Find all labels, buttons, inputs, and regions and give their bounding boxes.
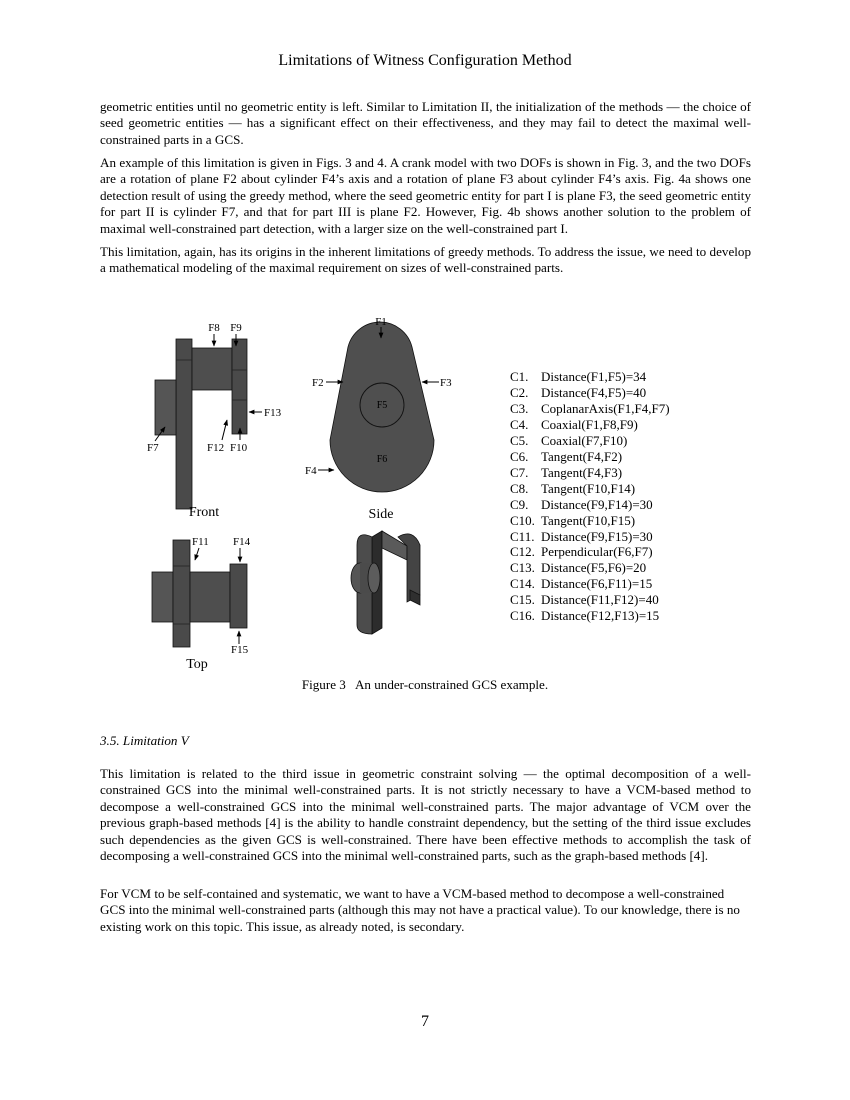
figure-caption: Figure 3 An under-constrained GCS example. xyxy=(301,677,549,692)
constraint-item: C8. Tangent(F10,F14) xyxy=(510,480,636,496)
constraint-item: C16. Distance(F12,F13)=15 xyxy=(510,608,660,624)
top-view xyxy=(152,540,247,647)
page-header: Limitations of Witness Configuration Method xyxy=(278,52,572,69)
constraint-item: C6. Tangent(F4,F2) xyxy=(510,448,623,464)
label-f10: F10 xyxy=(230,442,248,454)
constraint-item: C2. Distance(F4,F5)=40 xyxy=(510,384,647,400)
figure-3-drawing xyxy=(0,300,510,680)
label-f13: F13 xyxy=(264,407,282,419)
constraint-item: C9. Distance(F9,F14)=30 xyxy=(510,496,653,512)
constraint-item: C11. Distance(F9,F15)=30 xyxy=(510,528,653,544)
constraint-item: C15. Distance(F11,F12)=40 xyxy=(510,592,659,608)
label-f2: F2 xyxy=(312,377,324,389)
label-f5: F5 xyxy=(376,400,388,411)
label-f1: F1 xyxy=(375,316,387,328)
section-paragraph-1: This limitation is related to the third issue in geometric constraint solving — the optimal decomposition of a well-constrained GCS into the minimal well-constrained parts. It is not strictly necessary to have a VCM-based method to decompose a well-constrained GCS into the minimal well-constrained parts. The major advantage of VCM over the previous graph-based methods [4] is the ability to handle constraint dependency, but the setting of the third issue excludes such dependencies as the given GCS is well-constrained. There have been effective methods to accomplish the task of decomposing a well-constrained GCS into the minimal well-constrained parts, such as the graph-based methods [4]. xyxy=(100,766,751,864)
section-paragraph-2: For VCM to be self-contained and systematic, we want to have a VCM-based method to decompose a well-constrained GCS into the minimal well-constrained parts (although this may not have a practical value). To our knowledge, there is no existing work on this topic. This issue, as already noted, is secondary. xyxy=(100,886,740,934)
label-f11: F11 xyxy=(192,536,209,548)
constraint-item: C10. Tangent(F10,F15) xyxy=(510,512,636,528)
page-number: 7 xyxy=(421,1013,429,1030)
view-label-side: Side xyxy=(368,507,394,522)
constraint-item: C5. Coaxial(F7,F10) xyxy=(510,432,628,448)
paragraph-2: An example of this limitation is given in Figs. 3 and 4. A crank model with two DOFs is shown in Fig. 3, and the two DOFs are a rotation of plane F2 about cylinder F4’s axis and a rotation of plane F3 about cylinder F4’s axis. Fig. 4a shows one detection result of using the greedy method, where the seed geometric entity for part I is plane F3, the seed geometric entity for part II is cylinder F7, and that for part III is plane F2. However, Fig. 4b shows another solution to the problem of maximal well-constrained part detection, with a larger size on the well-constrained part I. xyxy=(100,155,751,236)
constraint-item: C7. Tangent(F4,F3) xyxy=(510,464,623,480)
label-f12: F12 xyxy=(207,442,225,454)
section-heading: 3.5. Limitation V xyxy=(100,733,189,748)
view-label-top: Top xyxy=(186,657,208,672)
view-label-front: Front xyxy=(188,505,220,520)
constraint-item: C14. Distance(F6,F11)=15 xyxy=(510,576,653,592)
paragraph-3: This limitation, again, has its origins in the inherent limitations of greedy methods. To address the issue, we need to develop a mathematical modeling of the maximal requirement on sizes of well-constrained parts. xyxy=(100,244,751,276)
constraint-list xyxy=(510,369,670,624)
label-f15: F15 xyxy=(231,644,249,656)
label-f4: F4 xyxy=(305,465,317,477)
constraint-item: C4. Coaxial(F1,F8,F9) xyxy=(510,416,638,432)
label-f9: F9 xyxy=(230,322,242,334)
isometric-view xyxy=(351,531,420,634)
constraint-item: C3. CoplanarAxis(F1,F4,F7) xyxy=(510,400,670,416)
label-f14: F14 xyxy=(233,536,251,548)
label-f7: F7 xyxy=(147,442,159,454)
label-f3: F3 xyxy=(440,377,452,389)
constraint-item: C1. Distance(F1,F5)=34 xyxy=(510,369,647,384)
constraint-item: C12. Perpendicular(F6,F7) xyxy=(510,544,653,560)
constraint-item: C13. Distance(F5,F6)=20 xyxy=(510,560,647,576)
label-f8: F8 xyxy=(208,322,220,334)
front-view xyxy=(155,339,247,509)
paragraph-1: geometric entities until no geometric entity is left. Similar to Limitation II, the initialization of the methods — the choice of seed geometric entities — has a significant effect on their effectiveness, and they may fail to detect the maximal well-constrained parts in a GCS. xyxy=(100,99,751,147)
label-f6: F6 xyxy=(376,454,388,465)
